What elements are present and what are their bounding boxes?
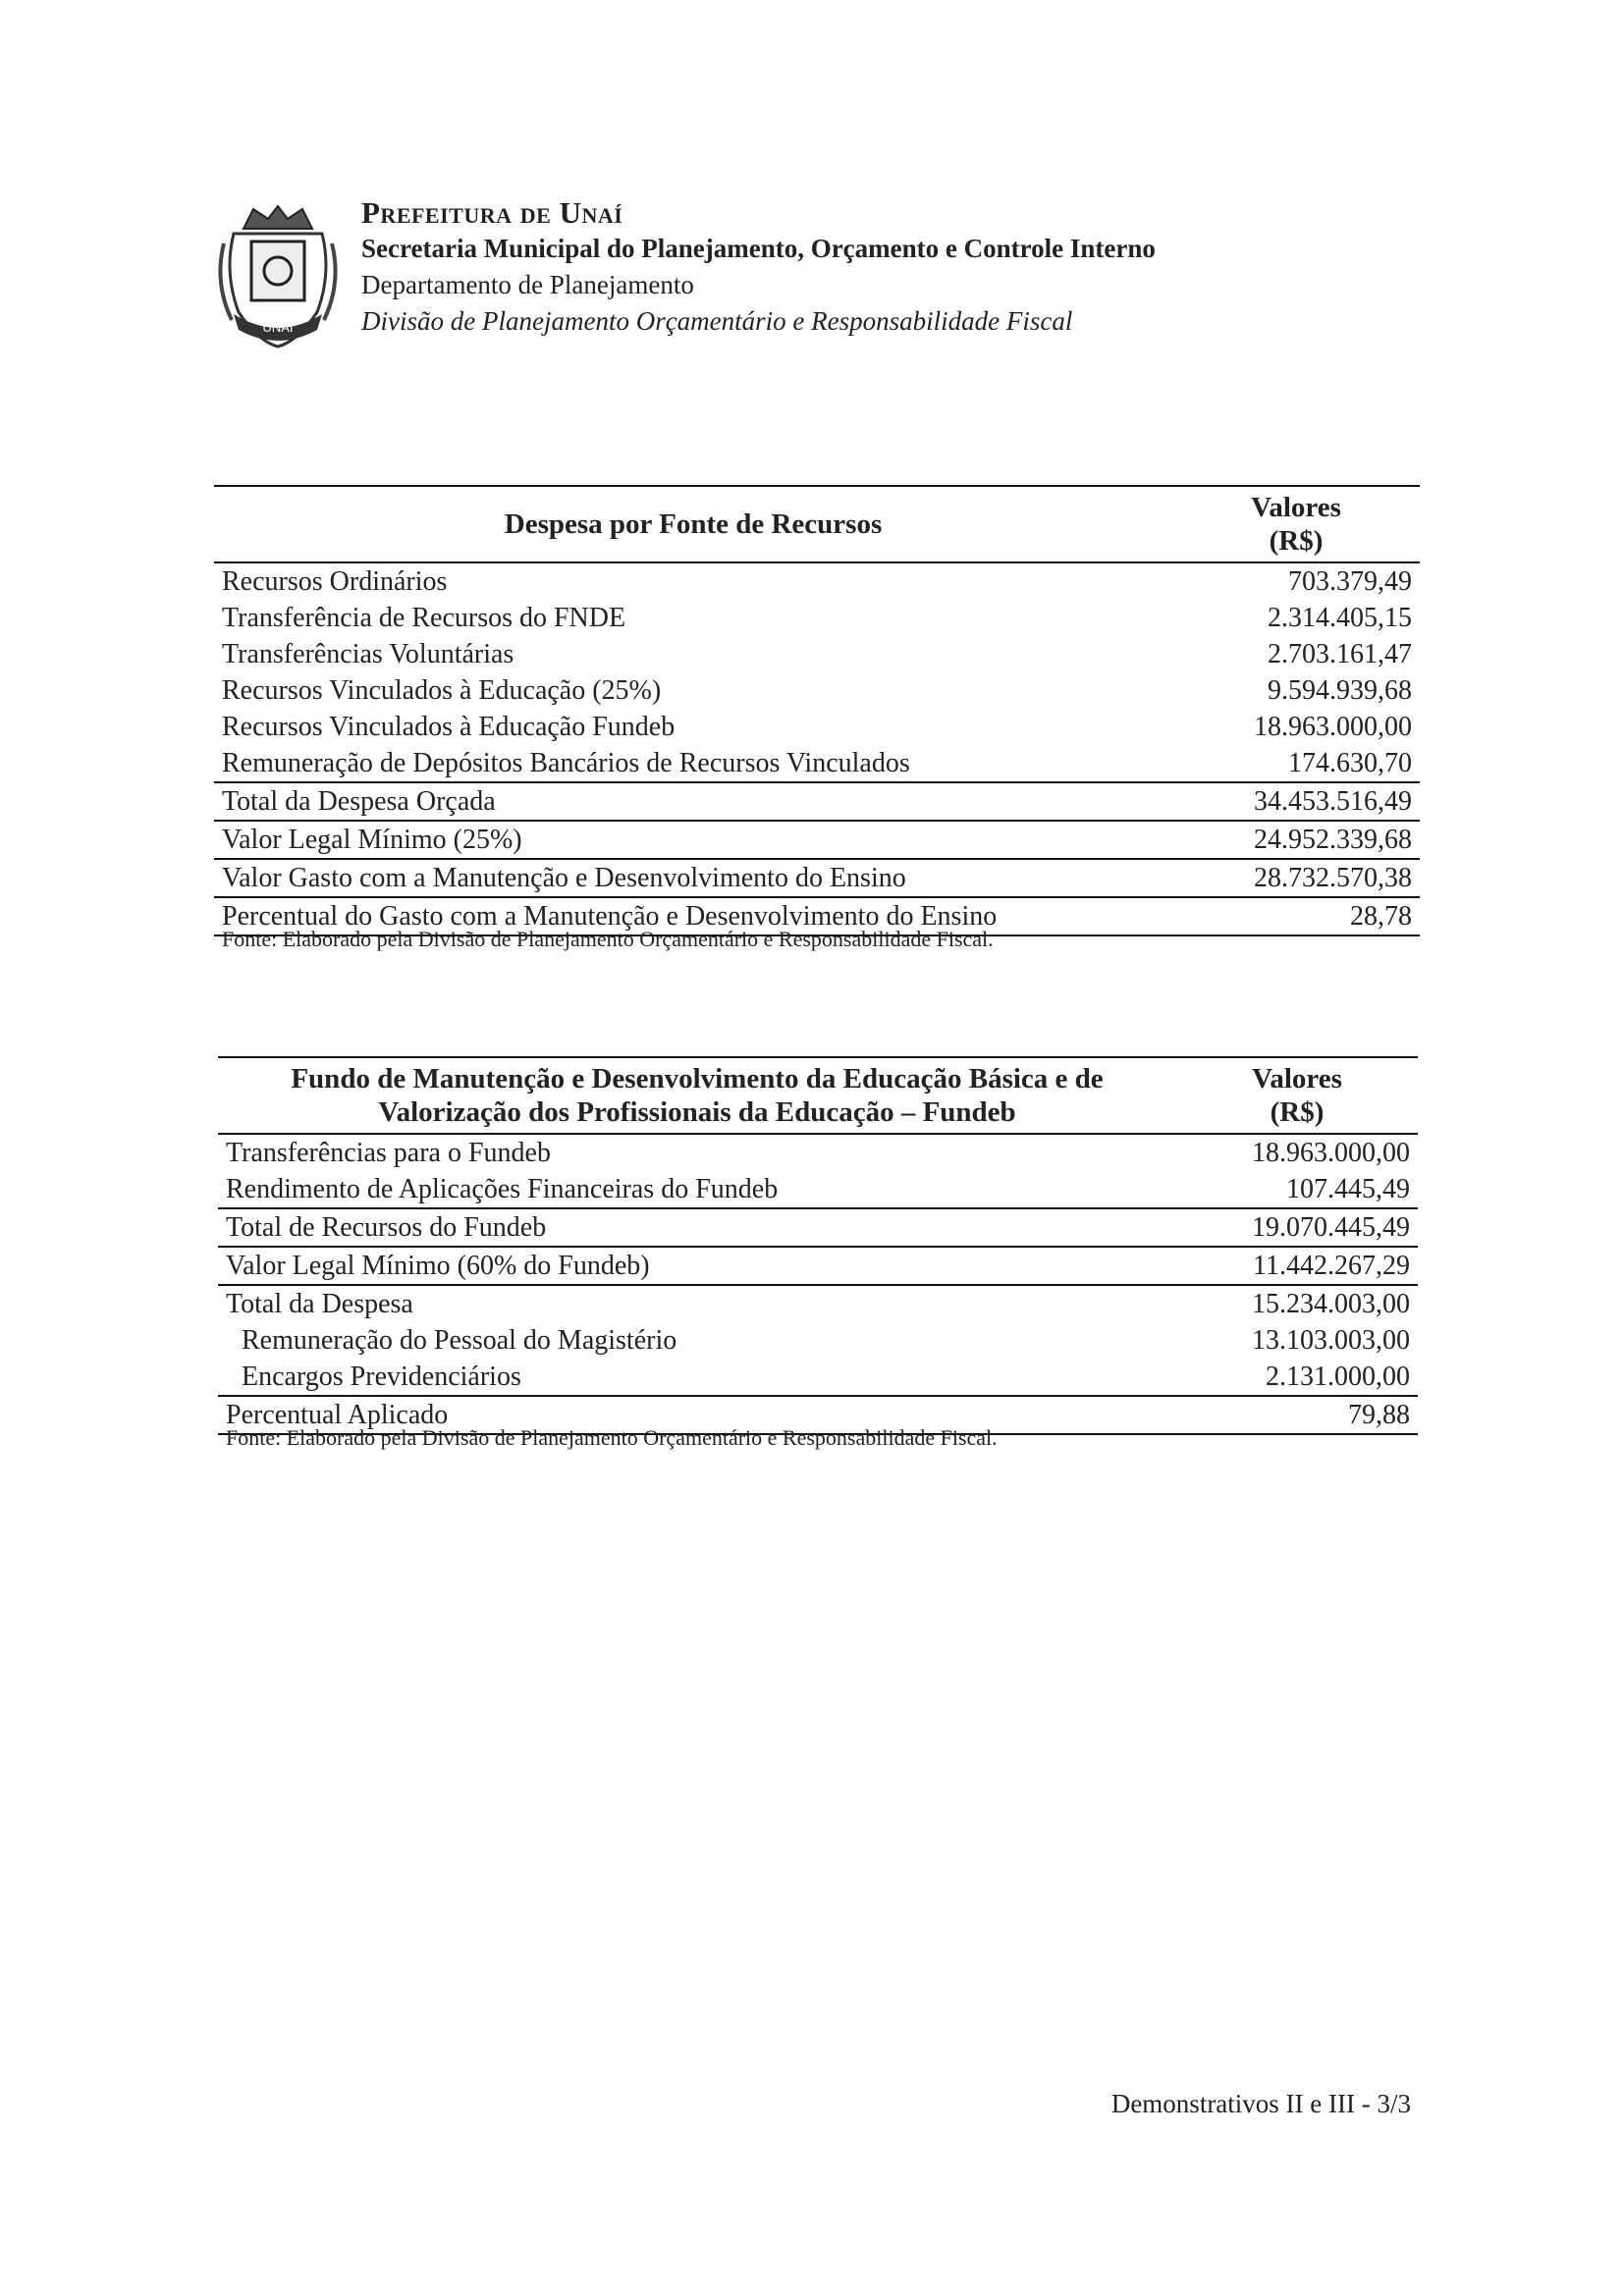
table-row: Recursos Vinculados à Educação (25%) 9.594.939,68: [222, 674, 1412, 706]
letterhead-text: [361, 194, 1156, 340]
table-row-percentage: Percentual do Gasto com a Manutenção e Desenvolvimento do Ensino 28,78: [214, 897, 1420, 935]
department-name: Departamento de Planejamento: [361, 270, 694, 299]
letterhead: [214, 194, 1294, 351]
table-row: Remuneração de Depósitos Bancários de Recursos Vinculados 174.630,70: [222, 747, 1412, 778]
fundeb-table: [218, 1056, 1418, 1435]
table-row-minimum: Valor Legal Mínimo (60% do Fundeb) 11.442.267,29: [218, 1247, 1418, 1285]
table-header-values: Valores (R$): [1176, 1057, 1418, 1134]
page-footer: Demonstrativos II e III - 3/3: [1110, 2089, 1411, 2118]
organization-name: Prefeitura de Unaí: [361, 195, 623, 230]
table-row-total: Total de Recursos do Fundeb 19.070.445,49: [218, 1208, 1418, 1247]
table-row: Transferência de Recursos do FNDE 2.314.405,15: [222, 602, 1412, 633]
table2-source-note: Fonte: Elaborado pela Divisão de Planejamento Orçamentário e Responsabilidade Fiscal.: [226, 1425, 998, 1450]
secretariat-name: Secretaria Municipal do Planejamento, Orçamento e Controle Interno: [361, 234, 1156, 263]
table-row: Encargos Previdenciários 2.131.000,00: [242, 1361, 1410, 1392]
table-row: Recursos Vinculados à Educação Fundeb 18.963.000,00: [222, 711, 1412, 742]
table-row: Rendimento de Aplicações Financeiras do Fundeb 107.445,49: [226, 1173, 1410, 1204]
table-header-label: Despesa por Fonte de Recursos: [214, 486, 1172, 562]
table-row: Total da Despesa 15.234.003,00: [226, 1288, 1410, 1319]
table-row-spent: Valor Gasto com a Manutenção e Desenvolvimento do Ensino 28.732.570,38: [214, 859, 1420, 897]
table-row: Transferências Voluntárias 2.703.161,47: [222, 638, 1412, 669]
table-row: Recursos Ordinários 703.379,49: [222, 565, 1412, 597]
table-header-row: [214, 486, 1420, 562]
expense-by-source-table: [214, 485, 1420, 936]
table-header-label: Fundo de Manutenção e Desenvolvimento da Educação Básica e de Valorização dos Profissionais da Educação – Fundeb: [218, 1057, 1176, 1134]
table-row-minimum: Valor Legal Mínimo (25%) 24.952.339,68: [214, 821, 1420, 859]
table-row-total: Total da Despesa Orçada 34.453.516,49: [214, 782, 1420, 821]
municipal-crest-icon: [214, 204, 342, 349]
table-header-row: [218, 1057, 1418, 1134]
table-header-values: Valores (R$): [1172, 486, 1420, 562]
table-row: Remuneração do Pessoal do Magistério 13.103.003,00: [242, 1324, 1410, 1356]
crest-ribbon-text: UNAÍ: [262, 320, 294, 335]
table-row: Transferências para o Fundeb 18.963.000,00: [226, 1137, 1410, 1168]
table-row-percentage: Percentual Aplicado 79,88: [218, 1396, 1418, 1434]
table1-source-note: Fonte: Elaborado pela Divisão de Planejamento Orçamentário e Responsabilidade Fiscal.: [222, 927, 994, 951]
division-name: Divisão de Planejamento Orçamentário e Responsabilidade Fiscal: [361, 306, 1073, 336]
